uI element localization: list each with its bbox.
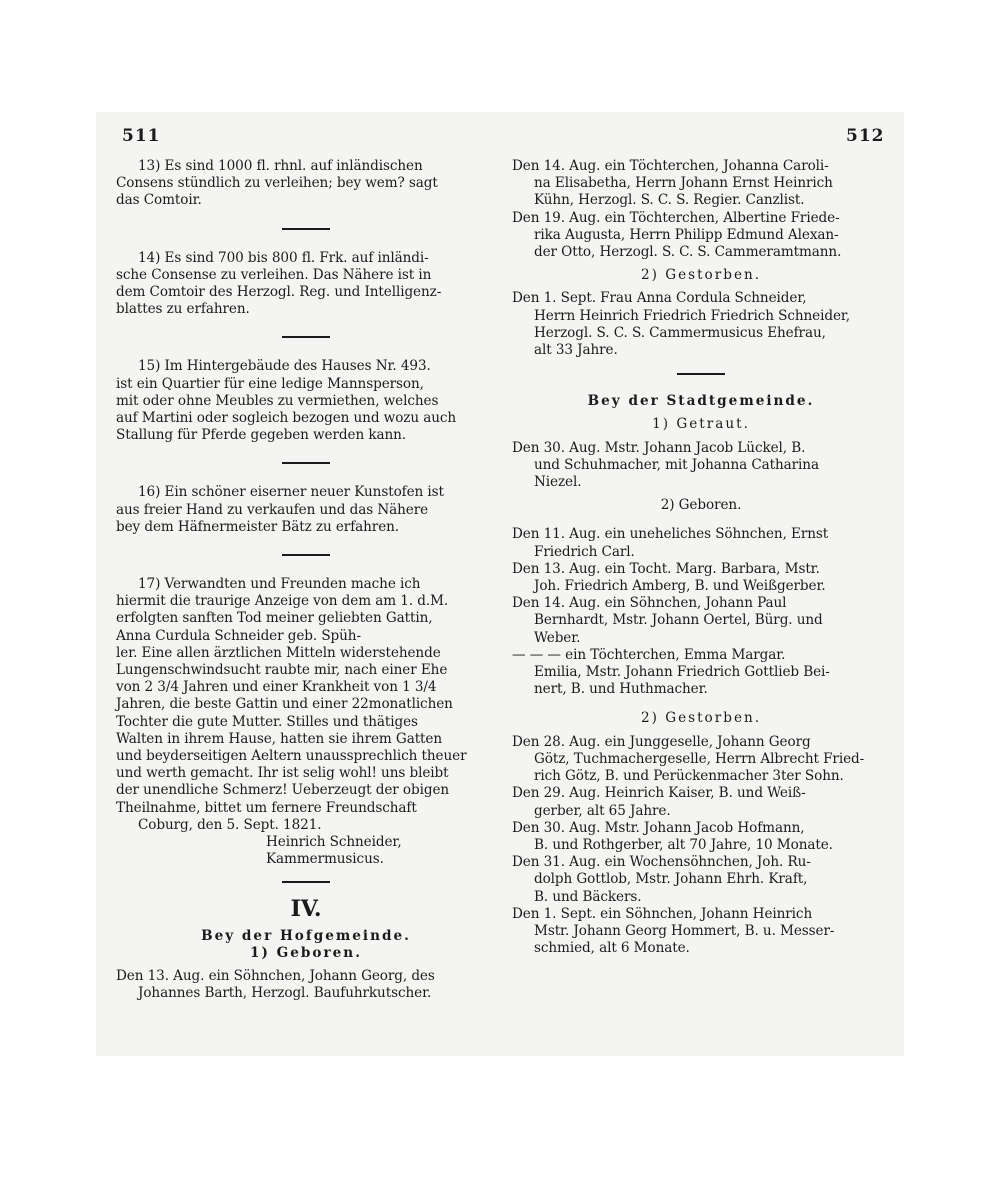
separator-rule (282, 881, 330, 883)
sub-heading-born: 1) Geboren. (250, 944, 362, 961)
page-number-right: 512 (846, 126, 885, 146)
sub-heading-married: 1) Getraut. (652, 416, 750, 433)
section-numeral: IV. (290, 895, 322, 922)
right-column (512, 158, 890, 957)
notice-13: 13) Es sind 1000 fl. rhnl. auf inländischen Consens stündlich zu verleihen; bey wem? sagt das Comtoir. (116, 158, 438, 209)
section-heading: Bey der Hofgemeinde. (201, 927, 411, 944)
separator-rule (282, 554, 330, 556)
notice-17-date: Coburg, den 5. Sept. 1821. (138, 816, 322, 833)
entry-born-2: Den 14. Aug. ein Töchterchen, Johanna Caroli- na Elisabetha, Herrn Johann Ernst Heinrich Kühn, Herzogl. S. C. S. Regier. Canzlist. (512, 158, 833, 209)
entry-born-1: Den 13. Aug. ein Söhnchen, Johann Georg, des Johannes Barth, Herzogl. Baufuhrkutscher. (116, 968, 435, 1002)
notice-17: 17) Verwandten und Freunden mache ich hiermit die traurige Anzeige von dem am 1. d.M. erfolgten sanften Tod meiner geliebten Gattin, Anna Curdula Schneider geb. Spüh- ler. Eine allen ärztlichen Mitteln widerstehende Lungenschwindsucht raubte mir, nach einer Ehe von 2 3/4 Jahren und einer Krankheit von 1 3/4 Jahren, die beste Gattin und einer 22monatlichen Tochter die gute Mutter. Stilles und thätiges Walten in ihrem Hause, hatten sie ihrem Gatten und beyderseitigen Aeltern unaussprechlich theuer und werth gemacht. Ihr ist selig wohl! uns bleibt der unendliche Schmerz! Ueberzeugt der obigen Theilnahme, bittet um fernere Freundschaft (116, 576, 467, 816)
separator-rule (677, 373, 725, 375)
entry-died-6: Den 1. Sept. ein Söhnchen, Johann Heinrich Mstr. Johann Georg Hommert, B. u. Messer- schmied, alt 6 Monate. (512, 905, 835, 957)
entry-born-6: Den 14. Aug. ein Söhnchen, Johann Paul Bernhardt, Mstr. Johann Oertel, Bürg. und Weber. (512, 595, 823, 646)
entry-born-3: Den 19. Aug. ein Töchterchen, Albertine Friede- rika Augusta, Herrn Philipp Edmund Alexan- der Otto, Herzogl. S. C. S. Cammeramtmann. (512, 209, 842, 261)
entry-died-5: Den 31. Aug. ein Wochensöhnchen, Joh. Ru- dolph Gottlob, Mstr. Johann Ehrh. Kraft, B. und Bäckers. (512, 854, 811, 905)
entry-died-4: Den 30. Aug. Mstr. Johann Jacob Hofmann, B. und Rothgerber, alt 70 Jahre, 10 Monate. (512, 819, 833, 853)
entry-born-4: Den 11. Aug. ein uneheliches Söhnchen, Ernst Friedrich Carl. (512, 526, 829, 560)
entry-born-7: — — — ein Töchterchen, Emma Margar. Emilia, Mstr. Johann Friedrich Gottlieb Bei- nert, B. und Huthmacher. (512, 646, 830, 698)
section-heading-2: Bey der Stadtgemeinde. (587, 393, 815, 410)
notice-14: 14) Es sind 700 bis 800 fl. Frk. auf inländi- sche Consense zu verleihen. Das Nähere ist in dem Comtoir des Herzogl. Reg. und Intelligenz- blattes zu erfahren. (116, 249, 442, 318)
separator-rule (282, 336, 330, 338)
entry-born-5: Den 13. Aug. ein Tocht. Marg. Barbara, Mstr. Joh. Friedrich Amberg, B. und Weißgerber. (512, 560, 826, 595)
separator-rule (282, 462, 330, 464)
entry-died-1: Den 1. Sept. Frau Anna Cordula Schneider, Herrn Heinrich Friedrich Friedrich Schneider, Herzogl. S. C. S. Cammermusicus Ehefrau, alt 33 Jahre. (512, 290, 851, 359)
entry-married-1: Den 30. Aug. Mstr. Johann Jacob Lückel, B. und Schuhmacher, mit Johanna Catharina Niezel. (512, 439, 819, 491)
notice-16: 16) Ein schöner eiserner neuer Kunstofen ist aus freier Hand zu verkaufen und das Nähere bey dem Häfnermeister Bätz zu erfahren. (116, 484, 444, 535)
page-number-left: 511 (122, 126, 161, 146)
sub-heading-died-2: 2) Gestorben. (640, 710, 762, 727)
sub-heading-died: 2) Gestorben. (640, 267, 762, 284)
left-column (116, 158, 496, 1003)
separator-rule (282, 228, 330, 230)
sub-heading-born-2: 2) Geboren. (660, 497, 742, 514)
notice-17-signature: Heinrich Schneider, Kammermusicus. (266, 834, 402, 868)
entry-died-2: Den 28. Aug. ein Junggeselle, Johann Georg Götz, Tuchmachergeselle, Herrn Albrecht Fried- rich Götz, B. und Perückenmacher 3ter Sohn. (512, 733, 865, 785)
entry-died-3: Den 29. Aug. Heinrich Kaiser, B. und Weiß- gerber, alt 65 Jahre. (512, 785, 806, 819)
notice-15: 15) Im Hintergebäude des Hauses Nr. 493. ist ein Quartier für eine ledige Mannsperson, mit oder ohne Meubles zu vermiethen, welches auf Martini oder sogleich bezogen und wozu auch Stallung für Pferde gegeben werden kann. (116, 358, 457, 444)
